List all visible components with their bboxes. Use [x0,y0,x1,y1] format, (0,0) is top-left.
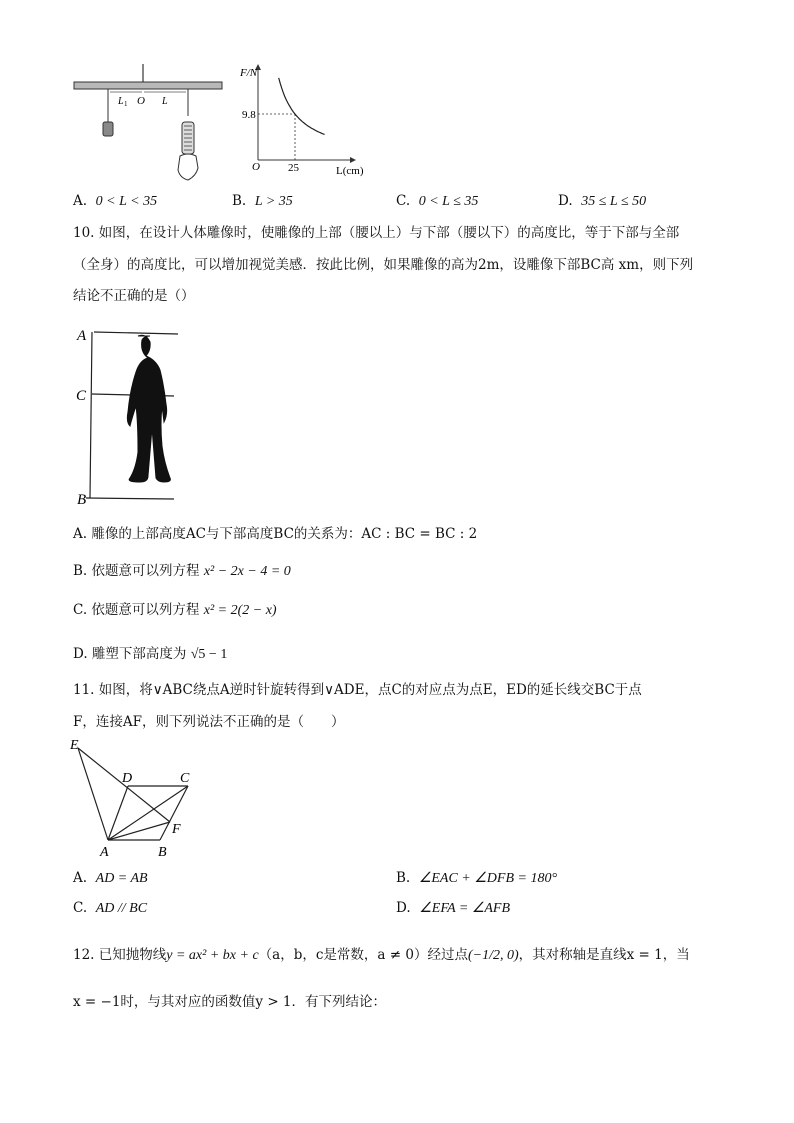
statue-figure [74,324,184,506]
graph-x-tick: 25 [288,162,299,174]
graph-curve [279,78,325,134]
statue-label-b: B [77,492,87,506]
weight [103,122,113,136]
q11-option-d: D. ∠EFA = ∠AFB [396,900,511,916]
q12-line-2: x = −1时，与其对应的函数值y > 1．有下列结论： [73,994,387,1010]
lever-label-l1: L [118,96,124,107]
statue-label-c: C [76,388,87,404]
q10-option-b: B. 依题意可以列方程 x² − 2x − 4 = 0 [73,563,291,579]
q10-line-1: 10. 如图，在设计人体雕像时，使雕像的上部（腰以上）与下部（腰以下）的高度比，等于下部与全部 [73,225,680,241]
label-d: D [122,771,133,786]
graph-y-tick: 9.8 [242,109,256,121]
q9-option-a: A. 0 < L < 35 [73,193,158,209]
q11-line-2: F，连接AF，则下列说法不正确的是（ ） [73,714,345,730]
q9-option-d: D. 35 ≤ L ≤ 50 [558,193,647,209]
lever-label-l1-sub: 1 [124,100,128,108]
q10-option-c: C. 依题意可以列方程 x² = 2(2 − x) [73,602,277,618]
rotation-figure [66,736,201,860]
q9-option-b: B. L > 35 [232,193,293,209]
q11-option-c: C. AD // BC [73,900,148,916]
graph-origin: O [252,161,260,173]
lever-label-l: L [162,96,168,107]
hand-icon [178,154,198,180]
label-c: C [180,771,190,786]
q10-option-d: D. 雕塑下部高度为 √5 − 1 [73,646,228,662]
q10-line-3: 结论不正确的是（） [73,288,195,304]
label-f: F [172,822,181,837]
statue-silhouette [127,335,170,482]
label-e: E [70,738,79,753]
q11-line-1: 11. 如图，将∨ABC绕点A逆时针旋转得到∨ADE，点C的对应点为点E，ED的延长线交BC于点 [73,682,642,698]
q12-line-1: 12. 已知抛物线y = ax² + bx + c（a，b，c是常数，a ≠ 0）经过点(−1/2, 0)，其对称轴是直线x = 1，当 [73,947,690,963]
q10-line-2: （全身）的高度比，可以增加视觉美感．按此比例，如果雕像的高为2m，设雕像下部BC高 xm，则下列 [73,257,694,273]
label-a: A [100,845,109,860]
graph-y-label: F/N [240,67,258,79]
graph-x-label: L(cm) [336,165,364,177]
q11-option-a: A. AD = AB [73,870,148,886]
label-b: B [158,845,167,860]
q9-option-c: C. 0 < L ≤ 35 [396,193,479,209]
statue-label-a: A [77,328,87,344]
force-length-graph [238,62,378,182]
q10-option-a: A. 雕像的上部高度AC与下部高度BC的关系为：AC : BC = BC : 2 [73,526,478,542]
lever-label-o: O [137,95,145,107]
q11-option-b: B. ∠EAC + ∠DFB = 180° [396,870,558,886]
lever-figure [70,60,230,185]
